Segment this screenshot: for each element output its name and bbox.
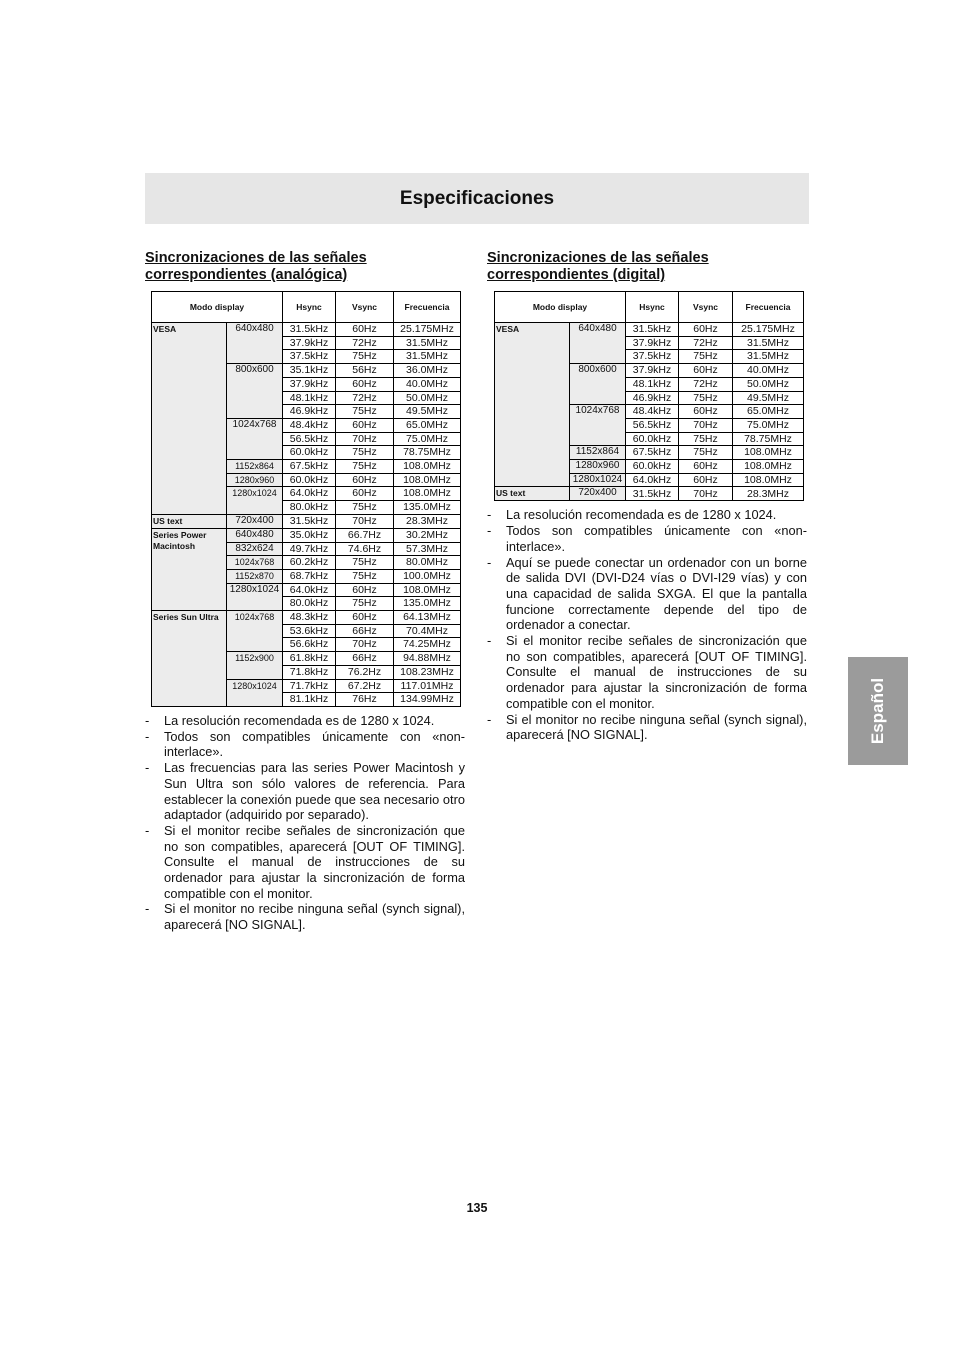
bullet-dash: - [145,712,150,728]
hsync-cell: 60.0kHz [283,446,336,460]
vsync-cell: 60Hz [336,583,394,597]
table-row [152,514,461,528]
vsync-cell: 60Hz [336,473,394,487]
digital-heading-line2: correspondientes (digital) [487,267,666,283]
hsync-cell: 64.0kHz [283,487,336,501]
vsync-cell: 66Hz [336,652,394,666]
language-tab [848,657,908,765]
hsync-cell: 46.9kHz [626,391,679,405]
analog-heading-line2: correspondientes (analógica) [145,267,348,283]
vsync-cell: 75Hz [679,350,733,364]
hsync-cell: 37.9kHz [283,377,336,391]
hsync-cell: 31.5kHz [283,323,336,337]
hsync-cell: 60.0kHz [626,432,679,446]
analog-notes [145,713,465,933]
vsync-cell: 70Hz [679,418,733,432]
bullet-dash: - [145,728,150,744]
resolution-cell: 1280x960 [227,473,283,487]
hsync-cell: 71.8kHz [283,665,336,679]
group-label: US text [495,487,570,501]
vsync-cell: 75Hz [336,597,394,611]
analog-table-body [152,323,461,707]
vsync-cell: 72Hz [336,336,394,350]
vsync-cell: 60Hz [336,323,394,337]
group-label: US text [152,514,227,528]
hsync-cell: 56.5kHz [283,432,336,446]
hsync-cell: 80.0kHz [283,597,336,611]
freq-cell: 75.0MHz [394,432,461,446]
bullet-dash: - [487,554,492,570]
hsync-cell: 60.0kHz [283,473,336,487]
vsync-cell: 75Hz [679,446,733,460]
digital-table-body [495,323,804,501]
hsync-cell: 31.5kHz [283,514,336,528]
vsync-cell: 70Hz [336,432,394,446]
hsync-cell: 31.5kHz [626,323,679,337]
note-item [487,507,807,523]
bullet-dash: - [487,711,492,727]
note-text: Si el monitor no recibe ninguna señal (synch signal), aparecerá [NO SIGNAL]. [506,711,807,743]
vsync-cell: 72Hz [679,336,733,350]
resolution-cell: 1152x900 [227,652,283,679]
hsync-cell: 60.2kHz [283,556,336,570]
hsync-cell: 37.9kHz [626,336,679,350]
resolution-cell: 640x480 [227,528,283,542]
vsync-cell: 75Hz [336,350,394,364]
resolution-cell: 640x480 [570,323,626,364]
freq-cell: 134.99MHz [394,693,461,707]
freq-cell: 31.5MHz [394,350,461,364]
table-row [152,323,461,337]
freq-cell: 80.0MHz [394,556,461,570]
group-label: Series Sun Ultra [152,611,227,707]
hsync-cell: 56.6kHz [283,638,336,652]
digital-notes [487,507,807,743]
hsync-cell: 31.5kHz [626,487,679,501]
resolution-cell: 640x480 [227,323,283,364]
bullet-dash: - [145,822,150,838]
table-row [495,323,804,337]
hsync-cell: 48.4kHz [626,405,679,419]
resolution-cell: 1280x1024 [227,583,283,610]
header-hsync: Hsync [626,292,679,323]
header-mode: Modo display [495,292,626,323]
analog-section [145,250,465,933]
header-mode: Modo display [152,292,283,323]
freq-cell: 108.0MHz [733,446,804,460]
vsync-cell: 56Hz [336,364,394,378]
hsync-cell: 64.0kHz [626,473,679,487]
header-vsync: Vsync [679,292,733,323]
table-row [152,611,461,625]
resolution-cell: 800x600 [227,364,283,419]
bullet-dash: - [487,507,492,523]
freq-cell: 28.3MHz [394,514,461,528]
freq-cell: 64.13MHz [394,611,461,625]
note-text: Aquí se puede conectar un ordenador con un borne de salida DVI (DVI-D24 vías o DVI-I29 vías) y con una capacidad de salida SXGA. El que la pantalla funcione correctamente depende del tipo de ordenador a conectar. [506,554,807,633]
freq-cell: 117.01MHz [394,679,461,693]
vsync-cell: 66.7Hz [336,528,394,542]
resolution-cell: 1024x768 [570,405,626,446]
analog-heading-line1: Sincronizaciones de las señales [145,250,367,266]
freq-cell: 70.4MHz [394,624,461,638]
page-title: Especificaciones [399,187,555,209]
header-freq: Frecuencia [733,292,804,323]
vsync-cell: 75Hz [679,432,733,446]
analog-heading [145,250,465,284]
hsync-cell: 37.9kHz [283,336,336,350]
note-text: Si el monitor recibe señales de sincronización que no son compatibles, aparecerá [OUT OF TIMING]. Consulte el manual de instrucciones de su ordenador para ajustar la sincronización de forma compatible con el monitor. [164,822,465,901]
note-item [145,901,465,932]
note-item [145,823,465,902]
header-vsync: Vsync [336,292,394,323]
hsync-cell: 48.1kHz [283,391,336,405]
page-number: 135 [466,1201,488,1215]
note-item [487,523,807,554]
freq-cell: 75.0MHz [733,418,804,432]
note-text: La resolución recomendada es de 1280 x 1024. [164,712,435,728]
header-freq: Frecuencia [394,292,461,323]
hsync-cell: 56.5kHz [626,418,679,432]
analog-timing-table [151,291,461,707]
freq-cell: 28.3MHz [733,487,804,501]
vsync-cell: 60Hz [679,473,733,487]
digital-heading-line1: Sincronizaciones de las señales [487,250,709,266]
vsync-cell: 75Hz [336,460,394,474]
vsync-cell: 75Hz [336,405,394,419]
freq-cell: 40.0MHz [733,364,804,378]
vsync-cell: 70Hz [336,514,394,528]
hsync-cell: 67.5kHz [283,460,336,474]
hsync-cell: 61.8kHz [283,652,336,666]
freq-cell: 50.0MHz [733,377,804,391]
vsync-cell: 60Hz [336,487,394,501]
freq-cell: 108.0MHz [394,473,461,487]
hsync-cell: 81.1kHz [283,693,336,707]
freq-cell: 31.5MHz [394,336,461,350]
hsync-cell: 49.7kHz [283,542,336,556]
vsync-cell: 60Hz [336,377,394,391]
resolution-cell: 1152x870 [227,569,283,583]
freq-cell: 49.5MHz [733,391,804,405]
resolution-cell: 720x400 [570,487,626,501]
freq-cell: 94.88MHz [394,652,461,666]
freq-cell: 65.0MHz [394,418,461,432]
freq-cell: 31.5MHz [733,336,804,350]
hsync-cell: 48.4kHz [283,418,336,432]
vsync-cell: 76.2Hz [336,665,394,679]
vsync-cell: 66Hz [336,624,394,638]
vsync-cell: 70Hz [336,638,394,652]
vsync-cell: 75Hz [336,501,394,515]
vsync-cell: 60Hz [679,364,733,378]
freq-cell: 135.0MHz [394,501,461,515]
freq-cell: 108.0MHz [394,583,461,597]
bullet-dash: - [145,901,150,917]
hsync-cell: 37.9kHz [626,364,679,378]
note-item [145,729,465,760]
resolution-cell: 800x600 [570,364,626,405]
freq-cell: 108.0MHz [733,460,804,474]
hsync-cell: 37.5kHz [626,350,679,364]
freq-cell: 57.3MHz [394,542,461,556]
vsync-cell: 67.2Hz [336,679,394,693]
digital-timing-table [494,291,804,501]
vsync-cell: 60Hz [336,418,394,432]
group-label: Series Power Macintosh [152,528,227,610]
resolution-cell: 1280x1024 [570,473,626,487]
vsync-cell: 72Hz [679,377,733,391]
note-item [145,713,465,729]
vsync-cell: 60Hz [679,323,733,337]
bullet-dash: - [487,633,492,649]
vsync-cell: 60Hz [679,460,733,474]
note-item [487,712,807,743]
freq-cell: 31.5MHz [733,350,804,364]
freq-cell: 78.75MHz [733,432,804,446]
hsync-cell: 64.0kHz [283,583,336,597]
group-label: VESA [152,323,227,515]
note-item [487,555,807,634]
note-text: Todos son compatibles únicamente con «non-interlace». [164,728,465,760]
freq-cell: 108.0MHz [394,460,461,474]
resolution-cell: 1152x864 [570,446,626,460]
freq-cell: 108.23MHz [394,665,461,679]
freq-cell: 78.75MHz [394,446,461,460]
digital-header-row [495,292,804,323]
hsync-cell: 80.0kHz [283,501,336,515]
group-label: VESA [495,323,570,487]
resolution-cell: 720x400 [227,514,283,528]
resolution-cell: 1280x960 [570,460,626,474]
freq-cell: 49.5MHz [394,405,461,419]
digital-heading [487,250,807,284]
resolution-cell: 1024x768 [227,556,283,570]
note-text: Si el monitor recibe señales de sincronización que no son compatibles, aparecerá [OUT OF TIMING]. Consulte el manual de instrucciones de su ordenador para ajustar la sincronización de forma compatible con el monitor. [506,633,807,711]
freq-cell: 40.0MHz [394,377,461,391]
freq-cell: 100.0MHz [394,569,461,583]
hsync-cell: 71.7kHz [283,679,336,693]
bullet-dash: - [145,760,150,776]
hsync-cell: 53.6kHz [283,624,336,638]
hsync-cell: 60.0kHz [626,460,679,474]
freq-cell: 74.25MHz [394,638,461,652]
vsync-cell: 60Hz [679,405,733,419]
language-tab-label: Español [868,677,887,745]
table-row [495,487,804,501]
vsync-cell: 75Hz [336,446,394,460]
freq-cell: 108.0MHz [394,487,461,501]
hsync-cell: 35.1kHz [283,364,336,378]
freq-cell: 36.0MHz [394,364,461,378]
vsync-cell: 75Hz [336,556,394,570]
resolution-cell: 1152x864 [227,460,283,474]
note-text: Todos son compatibles únicamente con «non-interlace». [506,523,807,554]
freq-cell: 65.0MHz [733,405,804,419]
hsync-cell: 48.3kHz [283,611,336,625]
freq-cell: 50.0MHz [394,391,461,405]
hsync-cell: 46.9kHz [283,405,336,419]
note-item [145,760,465,823]
vsync-cell: 76Hz [336,693,394,707]
resolution-cell: 1024x768 [227,418,283,459]
freq-cell: 108.0MHz [733,473,804,487]
resolution-cell: 1024x768 [227,611,283,652]
digital-section [487,250,807,743]
note-text: Si el monitor no recibe ninguna señal (synch signal), aparecerá [NO SIGNAL]. [164,901,465,933]
vsync-cell: 74.6Hz [336,542,394,556]
hsync-cell: 35.0kHz [283,528,336,542]
vsync-cell: 60Hz [336,611,394,625]
vsync-cell: 72Hz [336,391,394,405]
bullet-dash: - [487,523,492,539]
analog-header-row [152,292,461,323]
resolution-cell: 832x624 [227,542,283,556]
header-hsync: Hsync [283,292,336,323]
freq-cell: 25.175MHz [733,323,804,337]
vsync-cell: 75Hz [336,569,394,583]
freq-cell: 25.175MHz [394,323,461,337]
resolution-cell: 1280x1024 [227,487,283,514]
table-row [152,528,461,542]
note-text: La resolución recomendada es de 1280 x 1024. [506,507,777,523]
vsync-cell: 70Hz [679,487,733,501]
freq-cell: 135.0MHz [394,597,461,611]
vsync-cell: 75Hz [679,391,733,405]
hsync-cell: 48.1kHz [626,377,679,391]
hsync-cell: 68.7kHz [283,569,336,583]
note-item [487,633,807,712]
hsync-cell: 67.5kHz [626,446,679,460]
title-bar [145,173,809,224]
freq-cell: 30.2MHz [394,528,461,542]
resolution-cell: 1280x1024 [227,679,283,706]
note-text: Las frecuencias para las series Power Macintosh y Sun Ultra son sólo valores de referencia. Para establecer la conexión puede que sea necesario otro adaptador (adquirido por separado). [164,760,465,823]
hsync-cell: 37.5kHz [283,350,336,364]
